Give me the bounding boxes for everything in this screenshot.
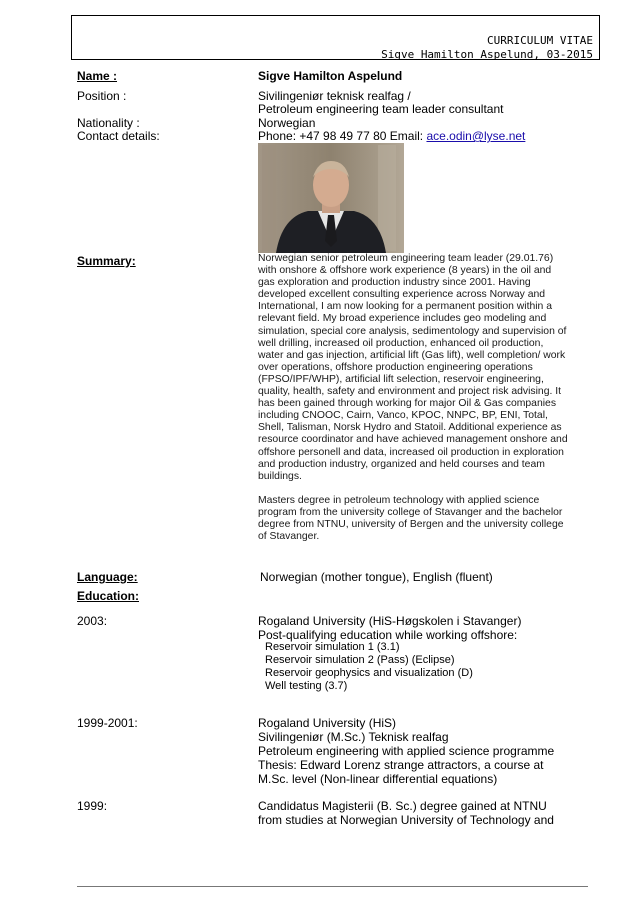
education-year-1999: 1999:: [77, 799, 108, 813]
cv-subtitle: Sigve Hamilton Aspelund, 03-2015: [381, 48, 593, 61]
course-item: Reservoir geophysics and visualization (D): [265, 667, 473, 679]
contact-label: Contact details:: [77, 129, 160, 143]
profile-photo: [258, 143, 404, 253]
footer-divider: [77, 886, 588, 887]
course-list: [265, 641, 473, 693]
cv-title: CURRICULUM VITAE: [487, 34, 593, 47]
course-item: Reservoir simulation 2 (Pass) (Eclipse): [265, 654, 455, 666]
cv-header-box: [71, 15, 600, 60]
position-label: Position :: [77, 89, 127, 103]
education-2003-line-2: Post-qualifying education while working offshore:: [258, 628, 518, 642]
nationality-value: Norwegian: [258, 116, 316, 130]
summary-paragraph-1: Norwegian senior petroleum engineering team leader (29.01.76) with onshore & offshore work experience (8 years) in the oil and gas exploration and production industry since 2001. Having developed excellent consulting experience across Norway and International, I am now looking for a permanent position within a relevant field. My broad experience includes geo modeling and simulation, special core analysis, sedimentology and supervision of well drilling, increased oil production, enhanced oil production, water and gas injection, artificial lift (Gas lift), well completion/ work over operations, offshore production engineering operations (FPSO/IPF/WHP), artificial lift selection, reservoir engineering, quality, health, safety and environment and project risk advising. It has been gained through working for major Oil & Gas companies including CNOOC, Cairn, Vanco, KPOC, NNPC, BP, ENI, Total, Shell, Talisman, Norsk Hydro and Statoil. Additional experience as resource coordinator and have achieved management onshore and offshore personell and data, increased oil production in exploration and production industry, organized and held courses and team buildings.: [258, 253, 568, 482]
education-1999-2001-line-1: Rogaland University (HiS): [258, 716, 397, 730]
summary-text: [258, 253, 568, 543]
position-line-1: Sivilingeniør teknisk realfag /: [258, 89, 411, 103]
name-value: Sigve Hamilton Aspelund: [258, 69, 403, 83]
education-1999-line-1: Candidatus Magisterii (B. Sc.) degree gained at NTNU: [258, 799, 547, 813]
course-item: Well testing (3.7): [265, 680, 348, 692]
nationality-label: Nationality :: [77, 116, 140, 130]
language-label: Language:: [77, 570, 138, 584]
education-year-1999-2001: 1999-2001:: [77, 716, 138, 730]
education-1999-2001-line-4: Thesis: Edward Lorenz strange attractors, a course at: [258, 758, 544, 772]
contact-value: [258, 129, 525, 143]
education-2003-line-1: Rogaland University (HiS-Høgskolen i Stavanger): [258, 614, 522, 628]
education-1999-2001-line-3: Petroleum engineering with applied science programme: [258, 744, 555, 758]
profile-photo-drawing: [258, 143, 404, 253]
position-line-2: Petroleum engineering team leader consultant: [258, 102, 504, 116]
summary-paragraph-2: Masters degree in petroleum technology with applied science program from the university college of Stavanger and the bachelor degree from NTNU, university of Bergen and the university college of Stavanger.: [258, 494, 564, 543]
summary-label: Summary:: [77, 254, 136, 268]
language-value: Norwegian (mother tongue), English (fluent): [260, 570, 493, 584]
education-1999-2001-line-2: Sivilingeniør (M.Sc.) Teknisk realfag: [258, 730, 449, 744]
course-item: Reservoir simulation 1 (3.1): [265, 641, 400, 653]
education-1999-2001-line-5: M.Sc. level (Non-linear differential equations): [258, 772, 498, 786]
education-1999-line-2: from studies at Norwegian University of Technology and: [258, 813, 554, 827]
name-label: Name :: [77, 69, 118, 83]
education-label: Education:: [77, 589, 139, 603]
education-year-2003: 2003:: [77, 614, 108, 628]
email-link[interactable]: ace.odin@lyse.net: [426, 129, 526, 143]
phone-text: Phone: +47 98 49 77 80 Email:: [258, 129, 427, 143]
